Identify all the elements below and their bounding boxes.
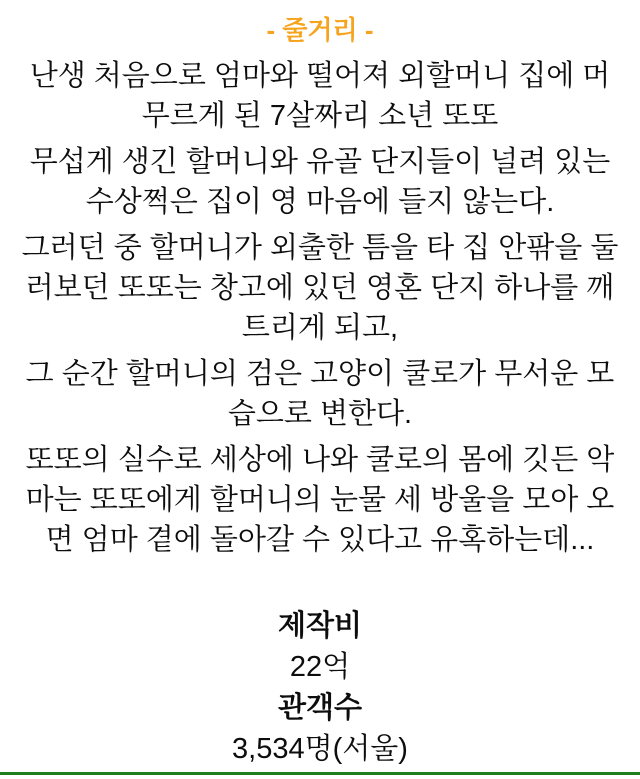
synopsis-line: 무르게 된 7살짜리 소년 또또 [141, 100, 499, 132]
synopsis-line: 러보던 또또는 창고에 있던 영혼 단지 하나를 깨 [25, 272, 615, 304]
synopsis-line: 그 순간 할머니의 검은 고양이 쿨로가 무서운 모 [25, 358, 615, 390]
synopsis-line: 수상쩍은 집이 영 마음에 들지 않는다. [85, 186, 555, 218]
synopsis-text [0, 56, 640, 560]
synopsis-paragraph [0, 228, 640, 348]
bottom-divider [0, 772, 640, 775]
synopsis-line: 그러던 중 할머니가 외출한 틈을 타 집 안팎을 둘 [21, 232, 619, 264]
film-stats [0, 606, 640, 770]
synopsis-paragraph [0, 142, 640, 222]
synopsis-line: 트리게 되고, [241, 312, 399, 344]
synopsis-line: 습으로 변한다. [227, 398, 413, 430]
synopsis-line: 무섭게 생긴 할머니와 유골 단지들이 널려 있는 [29, 146, 611, 178]
stat-label-audience: 관객수 [277, 692, 363, 724]
stat-value-budget: 22억 [289, 651, 351, 683]
synopsis-line: 또또의 실수로 세상에 나와 쿨로의 몸에 깃든 악 [25, 444, 615, 476]
synopsis-paragraph [0, 440, 640, 560]
stat-label-budget: 제작비 [277, 610, 363, 642]
synopsis-line: 면 엄마 곁에 돌아갈 수 있다고 유혹하는데... [45, 524, 595, 556]
synopsis-paragraph [0, 354, 640, 434]
synopsis-line: 난생 처음으로 엄마와 떨어져 외할머니 집에 머 [29, 60, 611, 92]
synopsis-line: 마는 또또에게 할머니의 눈물 세 방울을 모아 오 [25, 484, 615, 516]
stat-value-audience: 3,534명(서울) [232, 733, 408, 765]
synopsis-paragraph [0, 56, 640, 136]
section-title: - 줄거리 - [266, 15, 374, 45]
